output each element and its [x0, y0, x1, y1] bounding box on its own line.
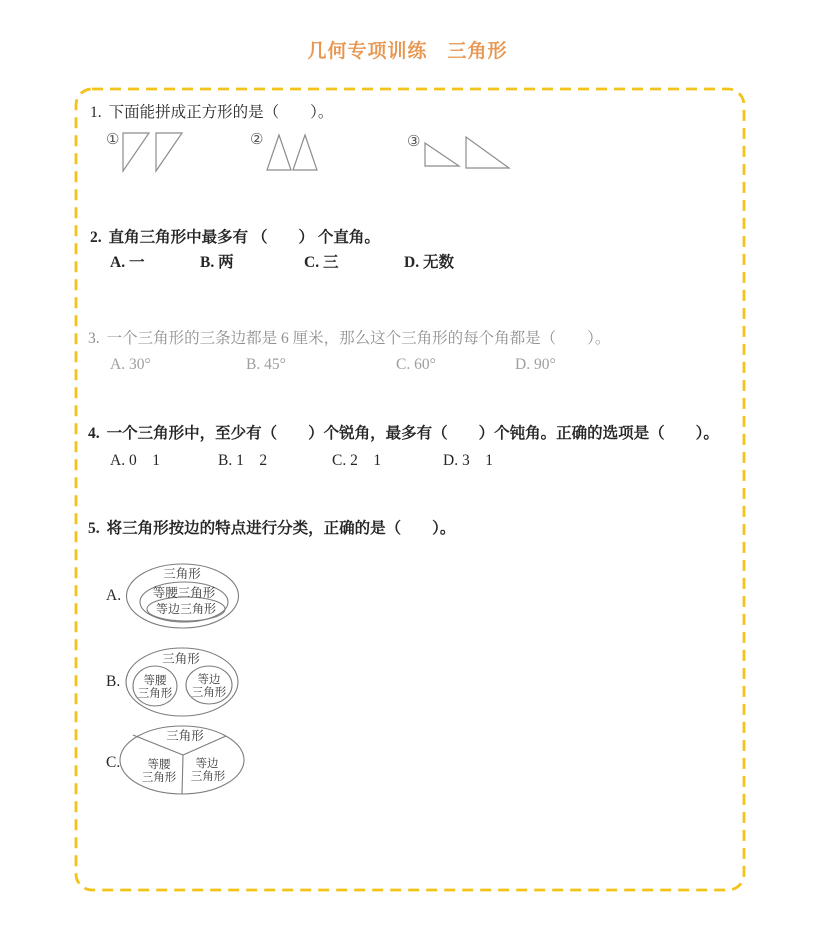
question-3-text: 一个三角形的三条边都是 6 厘米，那么这个三角形的每个角都是（ ）。 — [106, 330, 611, 347]
shape-group-1 — [106, 131, 186, 175]
q3-option-c: C. 60° — [396, 356, 436, 373]
diagram-c-label: C. — [106, 754, 121, 771]
diagram-b-left-line1: 等腰 — [143, 675, 167, 687]
q2-option-c: C. 三 — [304, 254, 339, 271]
q4-option-b: B. 1 2 — [218, 452, 268, 469]
diagram-a-label: A. — [106, 587, 122, 604]
diagram-b-venn-ellipses — [124, 647, 242, 719]
diagram-b-right-line1: 等边 — [197, 674, 221, 686]
diagram-c-right-line1: 等边 — [195, 758, 219, 770]
question-5-number: 5. — [88, 520, 100, 537]
diagram-c-right-line2: 三角形 — [190, 771, 226, 783]
q2-option-b: B. 两 — [200, 254, 234, 271]
diagram-c-left-line1: 等腰 — [147, 759, 171, 771]
diagram-a-inner-text: 等边三角形 — [155, 602, 217, 616]
diagram-a-outer-text: 三角形 — [163, 567, 201, 581]
shape-group-3 — [407, 133, 511, 171]
q3-option-b: B. 45° — [246, 356, 286, 373]
q2-option-a: A. 一 — [110, 254, 145, 271]
question-2 — [90, 225, 380, 247]
diagram-b-left-line2: 三角形 — [137, 688, 173, 700]
question-3 — [88, 326, 610, 348]
isosceles-triangles-pair-icon — [266, 131, 320, 173]
diagram-b-label: B. — [106, 673, 121, 690]
right-triangles-pair-1-icon — [122, 131, 186, 175]
diagram-b-right-line2: 三角形 — [191, 687, 227, 699]
shape-group-2 — [250, 131, 320, 173]
diagram-a-nested-ellipses — [124, 562, 242, 632]
question-2-number: 2. — [90, 229, 102, 246]
q3-option-d: D. 90° — [515, 356, 556, 373]
q2-option-d: D. 无数 — [404, 254, 454, 271]
diagram-c-top-text: 三角形 — [166, 729, 204, 743]
circled-2-label: ② — [250, 132, 264, 148]
circled-3-label: ③ — [407, 134, 421, 150]
diagram-c-left-line2: 三角形 — [141, 772, 177, 784]
question-3-number: 3. — [88, 330, 100, 347]
question-1-text: 下面能拼成正方形的是（ ）。 — [108, 104, 334, 121]
question-4-number: 4. — [88, 425, 100, 442]
question-4 — [88, 421, 719, 443]
diagram-a-middle-text: 等腰三角形 — [152, 586, 216, 600]
q3-option-a: A. 30° — [110, 356, 151, 373]
q4-option-c: C. 2 1 — [332, 452, 382, 469]
question-2-text: 直角三角形中最多有 （ ） 个直角。 — [108, 229, 380, 246]
page-title: 几何专项训练 三角形 — [307, 41, 508, 62]
question-1 — [90, 100, 333, 122]
question-4-text: 一个三角形中，至少有（ ）个锐角，最多有（ ）个钝角。正确的选项是（ ）。 — [106, 425, 719, 442]
circled-1-label: ① — [106, 132, 120, 148]
question-1-number: 1. — [90, 104, 102, 121]
q4-option-a: A. 0 1 — [110, 452, 160, 469]
diagram-b-outer-text: 三角形 — [162, 652, 200, 666]
q4-option-d: D. 3 1 — [443, 452, 493, 469]
right-triangles-pair-2-icon — [423, 133, 511, 171]
question-5-text: 将三角形按边的特点进行分类，正确的是（ ）。 — [106, 520, 456, 537]
diagram-c-sector-ellipse — [119, 724, 245, 798]
question-5 — [88, 516, 455, 538]
